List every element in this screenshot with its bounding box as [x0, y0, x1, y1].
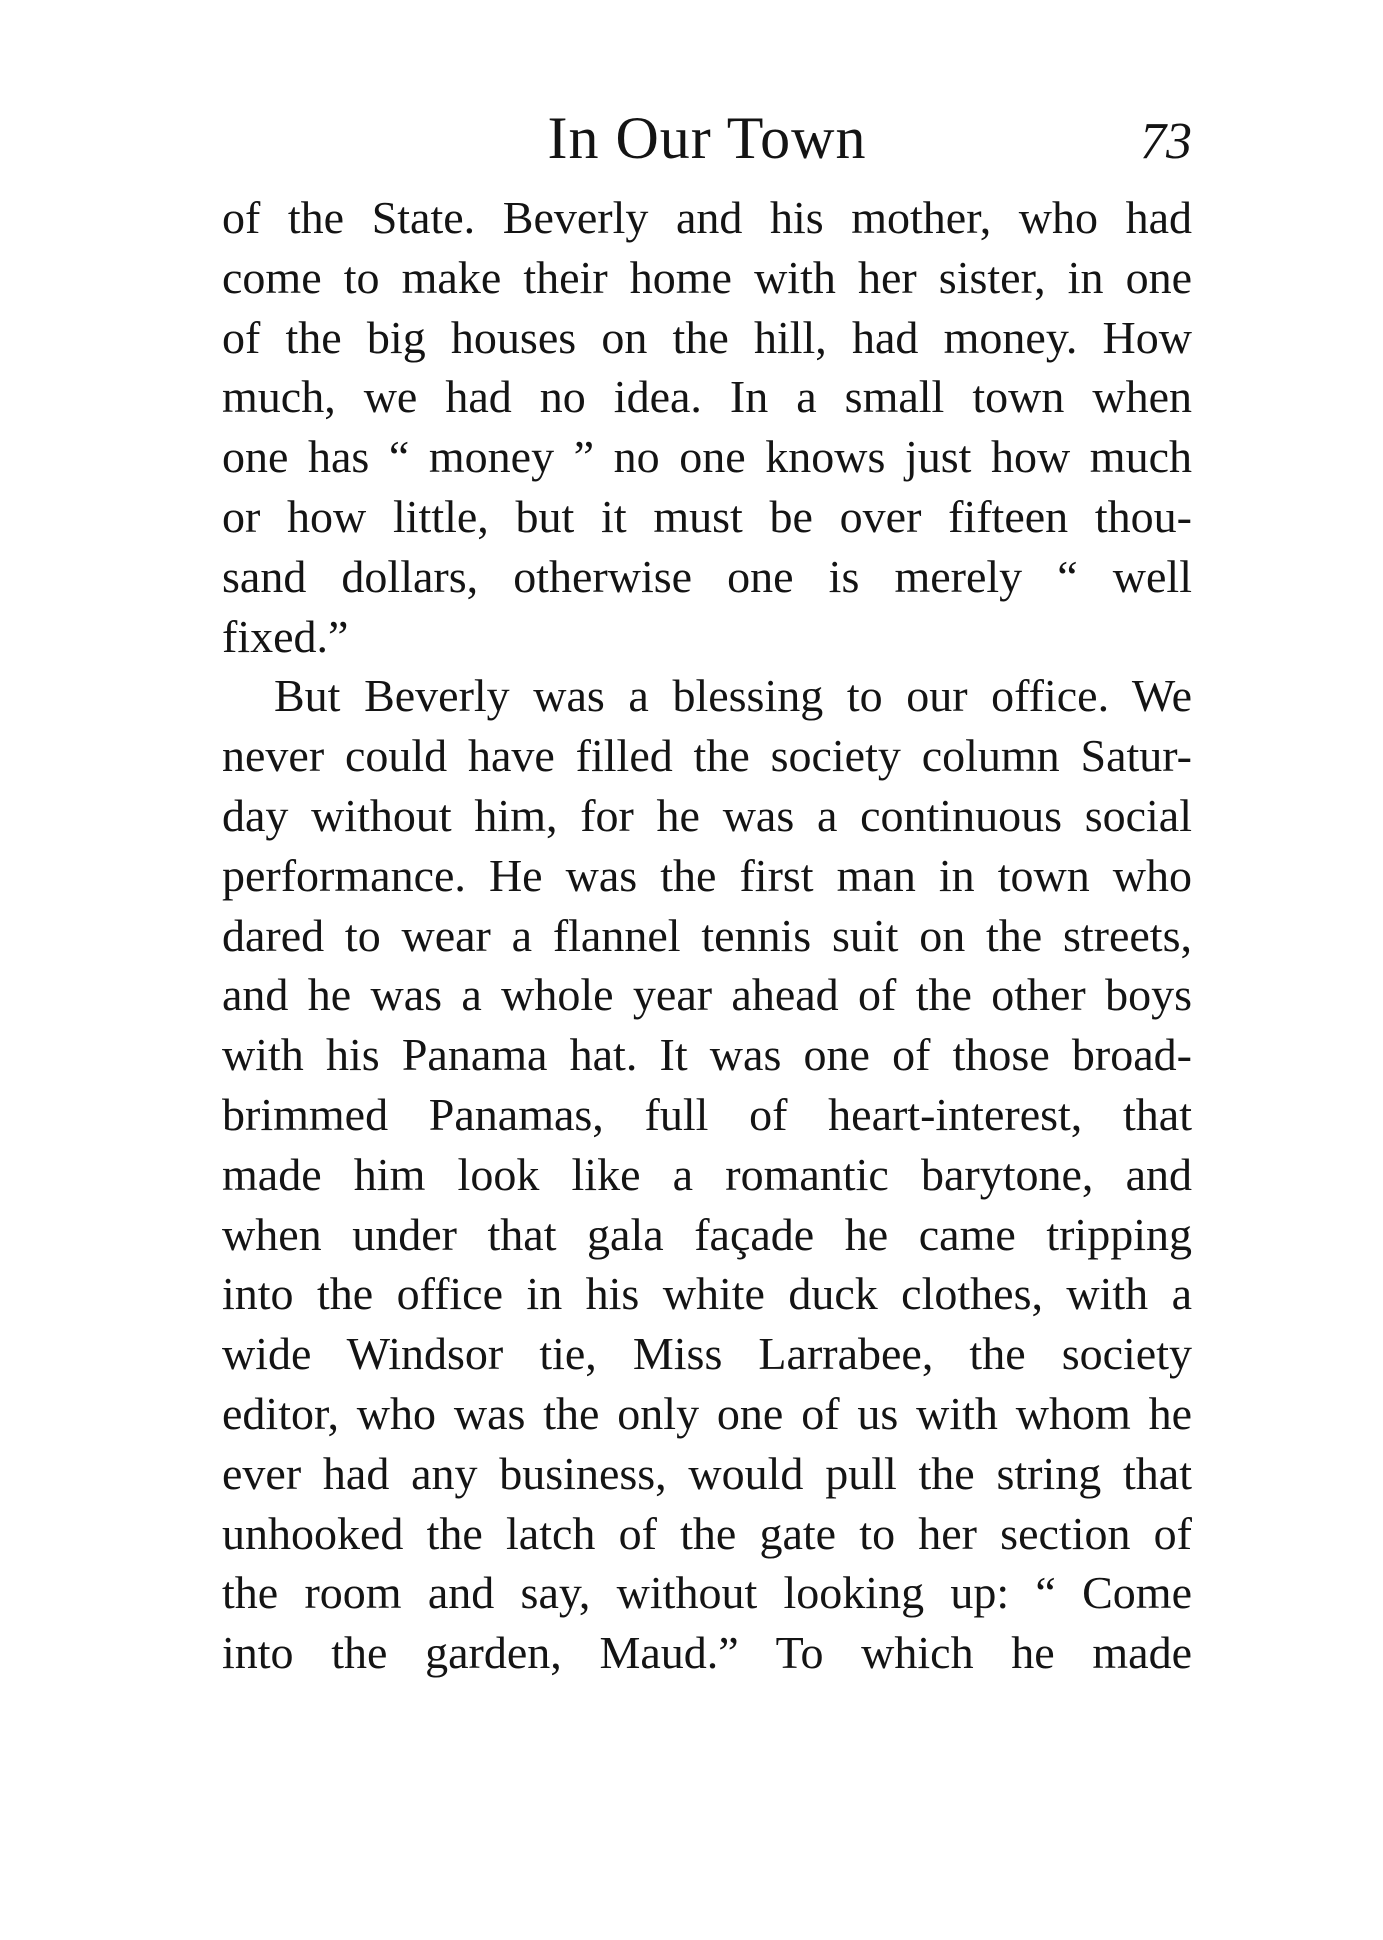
text-line: performance. He was the first man in town who: [222, 849, 1192, 901]
text-line: with his Panama hat. It was one of those broad-: [222, 1029, 1192, 1081]
text-line: unhooked the latch of the gate to her section of: [222, 1507, 1192, 1559]
text-line: of the big houses on the hill, had money. How: [222, 311, 1192, 363]
text-line: sand dollars, otherwise one is merely “ well: [222, 550, 1192, 602]
text-line: wide Windsor tie, Miss Larrabee, the society: [222, 1328, 1192, 1380]
text-line: when under that gala façade he came tripping: [222, 1208, 1192, 1260]
text-line: into the garden, Maud.” To which he made: [222, 1627, 1192, 1679]
paragraph-2: [222, 666, 1192, 1683]
text-line: one has “ money ” no one knows just how much: [222, 431, 1192, 483]
text-line: editor, who was the only one of us with whom he: [222, 1387, 1192, 1439]
text-line: come to make their home with her sister, in one: [222, 251, 1192, 303]
running-head: [222, 98, 1192, 178]
text-line: fixed.”: [222, 610, 349, 662]
text-line: or how little, but it must be over fifteen thou-: [222, 490, 1192, 542]
text-line: day without him, for he was a continuous social: [222, 789, 1192, 841]
text-line: dared to wear a flannel tennis suit on the streets,: [222, 909, 1192, 961]
page-number: 73: [1140, 113, 1192, 170]
body-text: [222, 188, 1192, 1683]
text-line: ever had any business, would pull the string that: [222, 1447, 1192, 1499]
running-title: In Our Town: [547, 105, 867, 171]
text-line: the room and say, without looking up: “ Come: [222, 1567, 1192, 1619]
text-line: of the State. Beverly and his mother, who had: [222, 192, 1192, 243]
text-line: But Beverly was a blessing to our office. We: [274, 670, 1192, 722]
text-line: brimmed Panamas, full of heart-interest, that: [222, 1088, 1192, 1140]
text-line: much, we had no idea. In a small town when: [222, 371, 1192, 423]
text-line: and he was a whole year ahead of the other boys: [222, 969, 1192, 1021]
text-line: made him look like a romantic barytone, and: [222, 1148, 1192, 1200]
text-line: never could have filled the society column Satur-: [222, 730, 1192, 782]
text-line: into the office in his white duck clothes, with a: [222, 1268, 1192, 1320]
paragraph-1: [222, 188, 1192, 666]
